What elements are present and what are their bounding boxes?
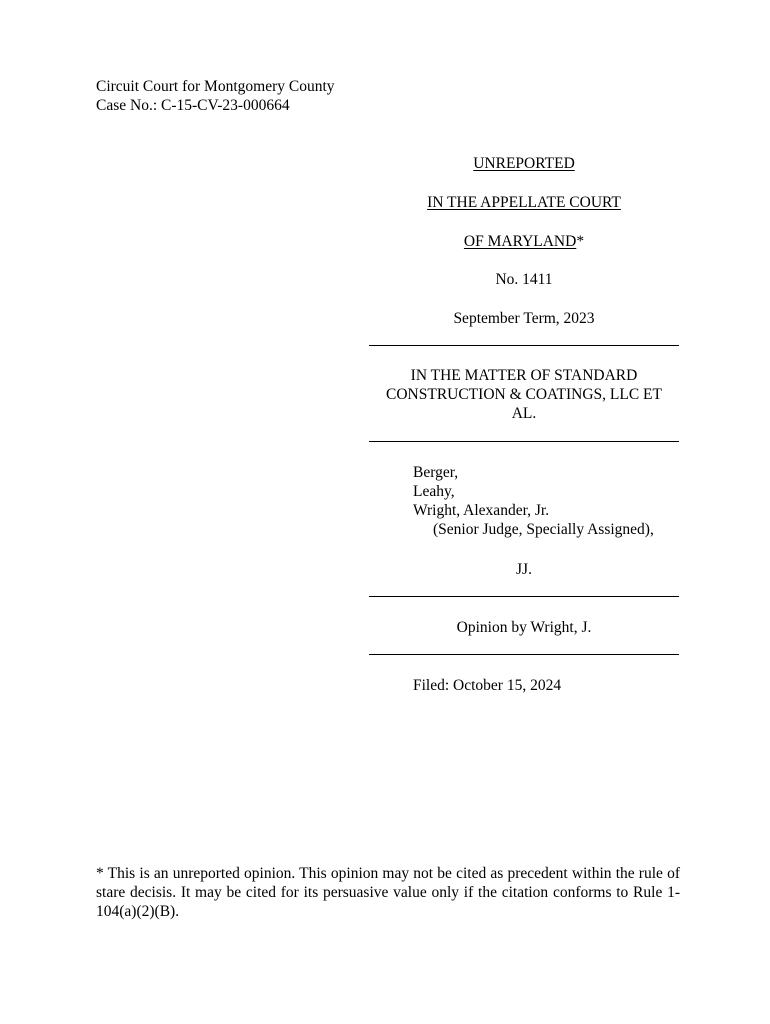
opinion-author: Opinion by Wright, J. [456, 619, 592, 636]
lower-court-block [96, 77, 335, 115]
judge-name: Wright, Alexander, Jr. [413, 502, 550, 519]
judge-name: Berger, [413, 464, 459, 481]
case-title-line1: IN THE MATTER OF STANDARD [410, 367, 638, 384]
judges-suffix: JJ. [516, 561, 532, 578]
divider [369, 596, 679, 597]
judge-name: Leahy, [413, 483, 455, 500]
docket-number: No. 1411 [495, 271, 553, 288]
judge-panel [413, 463, 654, 539]
judge-note: (Senior Judge, Specially Assigned), [433, 521, 654, 538]
court-name-line2 [369, 232, 679, 251]
court-name-line1-text: IN THE APPELLATE COURT [427, 194, 621, 211]
divider [369, 345, 679, 346]
divider [369, 441, 679, 442]
court-name-line1 [369, 193, 679, 212]
footnote: * This is an unreported opinion. This opinion may not be cited as precedent within the rule of stare decisis. It may be cited for its persuasive value only if the citation conforms to Rule 1-104(a)(2)(B). [96, 865, 680, 920]
court-name-line2-text: OF MARYLAND [463, 233, 577, 250]
divider [369, 654, 679, 655]
case-title-line3: AL. [511, 405, 537, 422]
filed-date: Filed: October 15, 2024 [413, 677, 562, 694]
case-title [369, 366, 679, 423]
case-title-line2: CONSTRUCTION & COATINGS, LLC ET [386, 386, 662, 403]
case-number: Case No.: C-15-CV-23-000664 [96, 97, 290, 114]
footnote-marker: * [576, 233, 585, 250]
unreported-label [369, 154, 679, 173]
term: September Term, 2023 [453, 310, 595, 327]
lower-court-name: Circuit Court for Montgomery County [96, 78, 335, 95]
unreported-text: UNREPORTED [473, 155, 575, 172]
